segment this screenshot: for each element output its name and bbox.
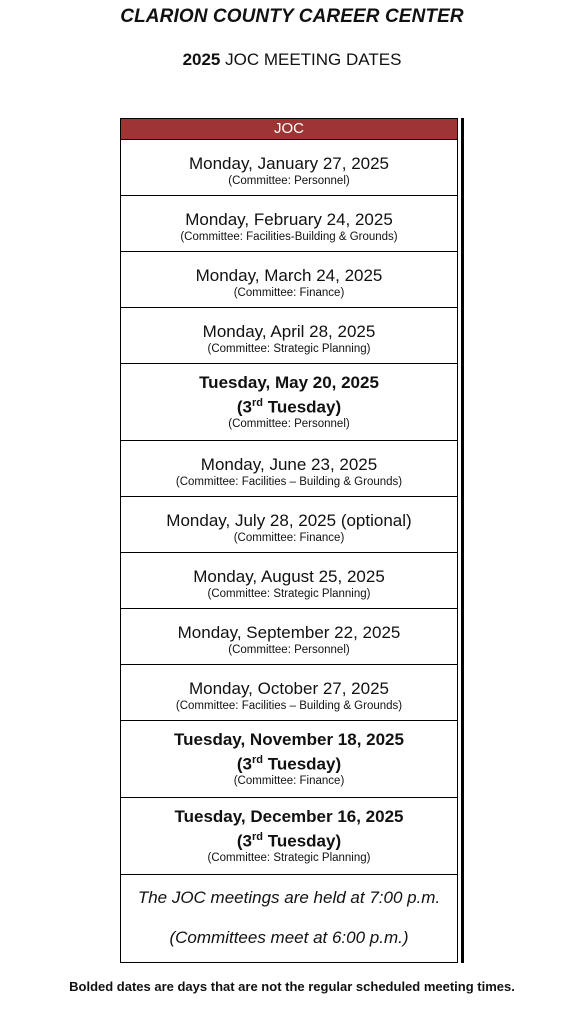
committee-label: (Committee: Finance) — [233, 286, 345, 299]
table-row — [121, 665, 457, 721]
ordinal-rest: Tuesday) — [263, 397, 342, 417]
table-row — [121, 497, 457, 553]
ordinal: 3 — [242, 831, 253, 851]
meeting-date: Monday, February 24, 2025 — [185, 209, 393, 229]
table-row — [121, 196, 457, 252]
meeting-date: Tuesday, December 16, 2025 — [174, 806, 404, 826]
committee-label: (Committee: Personnel) — [228, 174, 350, 187]
meeting-time-note: The JOC meetings are held at 7:00 p.m. — [137, 888, 441, 907]
paren: ( — [236, 397, 243, 417]
table-row — [121, 308, 457, 364]
ordinal: 3 — [242, 754, 253, 774]
meeting-date: Monday, October 27, 2025 — [188, 678, 390, 698]
table-row — [121, 140, 457, 196]
table-row-bold — [121, 364, 457, 441]
table-row-bold — [121, 798, 457, 875]
meeting-date: Monday, August 25, 2025 — [193, 566, 385, 586]
page-subtitle — [0, 50, 571, 70]
ordinal-suffix: rd — [252, 830, 264, 843]
bold-dates-note: Bolded dates are days that are not the regular scheduled meeting times. — [69, 979, 515, 994]
paren: ( — [236, 831, 243, 851]
committee-label: (Committee: Finance) — [233, 775, 345, 788]
committee-label: (Committee: Personnel) — [228, 418, 350, 431]
committee-label: (Committee: Strategic Planning) — [207, 852, 371, 865]
table-row — [121, 553, 457, 609]
ordinal-rest: Tuesday) — [263, 754, 342, 774]
paren: ( — [236, 754, 243, 774]
ordinal-rest: Tuesday) — [263, 831, 342, 851]
third-tuesday-note — [237, 827, 341, 852]
committee-label: (Committee: Facilities – Building & Grounds) — [175, 699, 403, 712]
committee-time-note: (Committees meet at 6:00 p.m.) — [169, 928, 409, 947]
third-tuesday-note — [237, 750, 341, 775]
table-heading: JOC — [121, 119, 457, 140]
ordinal: 3 — [242, 397, 253, 417]
table-row — [121, 252, 457, 308]
table-row — [121, 609, 457, 665]
committee-label: (Committee: Finance) — [233, 531, 345, 544]
page-title: CLARION COUNTY CAREER CENTER — [120, 6, 464, 27]
table-row-bold — [121, 721, 457, 798]
subtitle-year: 2025 — [182, 50, 221, 69]
committee-label: (Committee: Facilities-Building & Grounds) — [180, 230, 398, 243]
subtitle-text: JOC MEETING DATES — [220, 50, 402, 69]
meeting-date: Monday, January 27, 2025 — [188, 153, 390, 173]
third-tuesday-note — [237, 393, 341, 418]
meeting-date: Monday, July 28, 2025 (optional) — [166, 510, 412, 530]
table-row — [121, 441, 457, 497]
table-footer — [121, 875, 457, 961]
meeting-dates-table — [120, 118, 458, 963]
committee-label: (Committee: Personnel) — [228, 643, 350, 656]
committee-label: (Committee: Strategic Planning) — [207, 587, 371, 600]
committee-label: (Committee: Strategic Planning) — [207, 342, 371, 355]
committee-label: (Committee: Facilities – Building & Grounds) — [175, 475, 403, 488]
meeting-date: Tuesday, November 18, 2025 — [174, 729, 404, 749]
ordinal-suffix: rd — [252, 396, 264, 409]
meeting-date: Tuesday, May 20, 2025 — [199, 372, 379, 392]
meeting-date: Monday, April 28, 2025 — [202, 321, 376, 341]
meeting-date: Monday, March 24, 2025 — [195, 265, 383, 285]
ordinal-suffix: rd — [252, 753, 264, 766]
meeting-date: Monday, September 22, 2025 — [177, 622, 401, 642]
meeting-date: Monday, June 23, 2025 — [200, 454, 378, 474]
